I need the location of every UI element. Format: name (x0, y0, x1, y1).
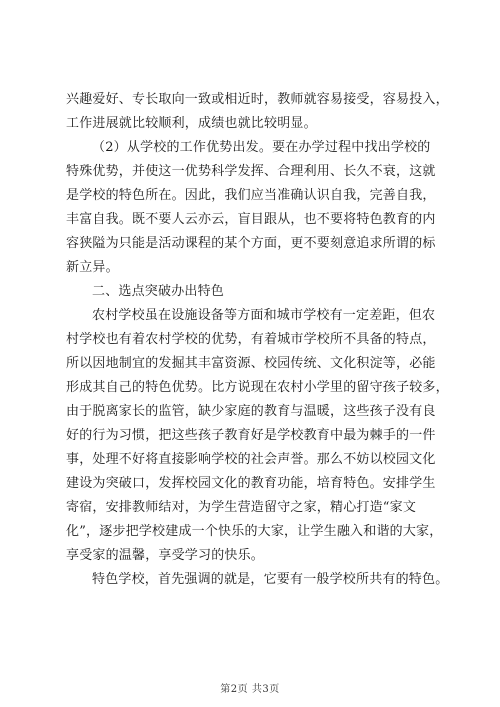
text-line: 建设为突破口，发挥校园文化的教育功能，培育特色。安排学生 (66, 476, 436, 491)
text-line: 是学校的特色所在。因此，我们应当准确认识自我，完善自我， (66, 188, 436, 203)
text-line: 享受家的温馨，享受学习的快乐。 (66, 548, 265, 563)
paragraph-start-line: 特色学校，首先强调的就是，它要有一般学校所共有的特色。 (92, 572, 449, 587)
text-line: 容狭隘为只能是活动课程的某个方面，更不要刻意追求所谓的标 (66, 236, 436, 251)
text-line: 化”，逐步把学校建成一个快乐的大家，让学生融入和谐的大家， (66, 524, 443, 539)
section-heading: 二、选点突破办出特色 (92, 284, 225, 299)
text-line: 事，处理不好将直接影响学校的社会声誉。那么不妨以校园文化 (66, 452, 436, 467)
text-line: 村学校也有着农村学校的优势，有着城市学校所不具备的特点， (66, 332, 436, 347)
paragraph-start-line: （2）从学校的工作优势出发。要在办学过程中找出学校的 (92, 140, 431, 155)
text-line: 所以因地制宜的发掘其丰富资源、校园传统、文化积淀等，必能 (66, 356, 436, 371)
document-body (66, 88, 449, 592)
text-line: 特殊优势，并使这一优势科学发挥、合理利用、长久不衰，这就 (66, 164, 436, 179)
paragraph-start-line: 农村学校虽在设施设备等方面和城市学校有一定差距，但农 (92, 308, 436, 323)
text-line: 寄宿，安排教师结对，为学生营造留守之家，精心打造“家文 (66, 500, 417, 515)
text-line: 形成其自己的特色优势。比方说现在农村小学里的留守孩子较多， (66, 380, 449, 395)
page-number-footer: 第2页 共3页 (220, 684, 280, 695)
text-line: 丰富自我。既不要人云亦云，盲目跟从，也不要将特色教育的内 (66, 212, 436, 227)
text-line: 新立异。 (66, 260, 119, 275)
text-line: 由于脱离家长的监管，缺少家庭的教育与温暖，这些孩子没有良 (66, 404, 436, 419)
text-line: 工作进展就比较顺利，成绩也就比较明显。 (66, 116, 317, 131)
text-line: 兴趣爱好、专长取向一致或相近时，教师就容易接受，容易投入， (66, 92, 449, 107)
text-line: 好的行为习惯，把这些孩子教育好是学校教育中最为棘手的一件 (66, 428, 436, 443)
